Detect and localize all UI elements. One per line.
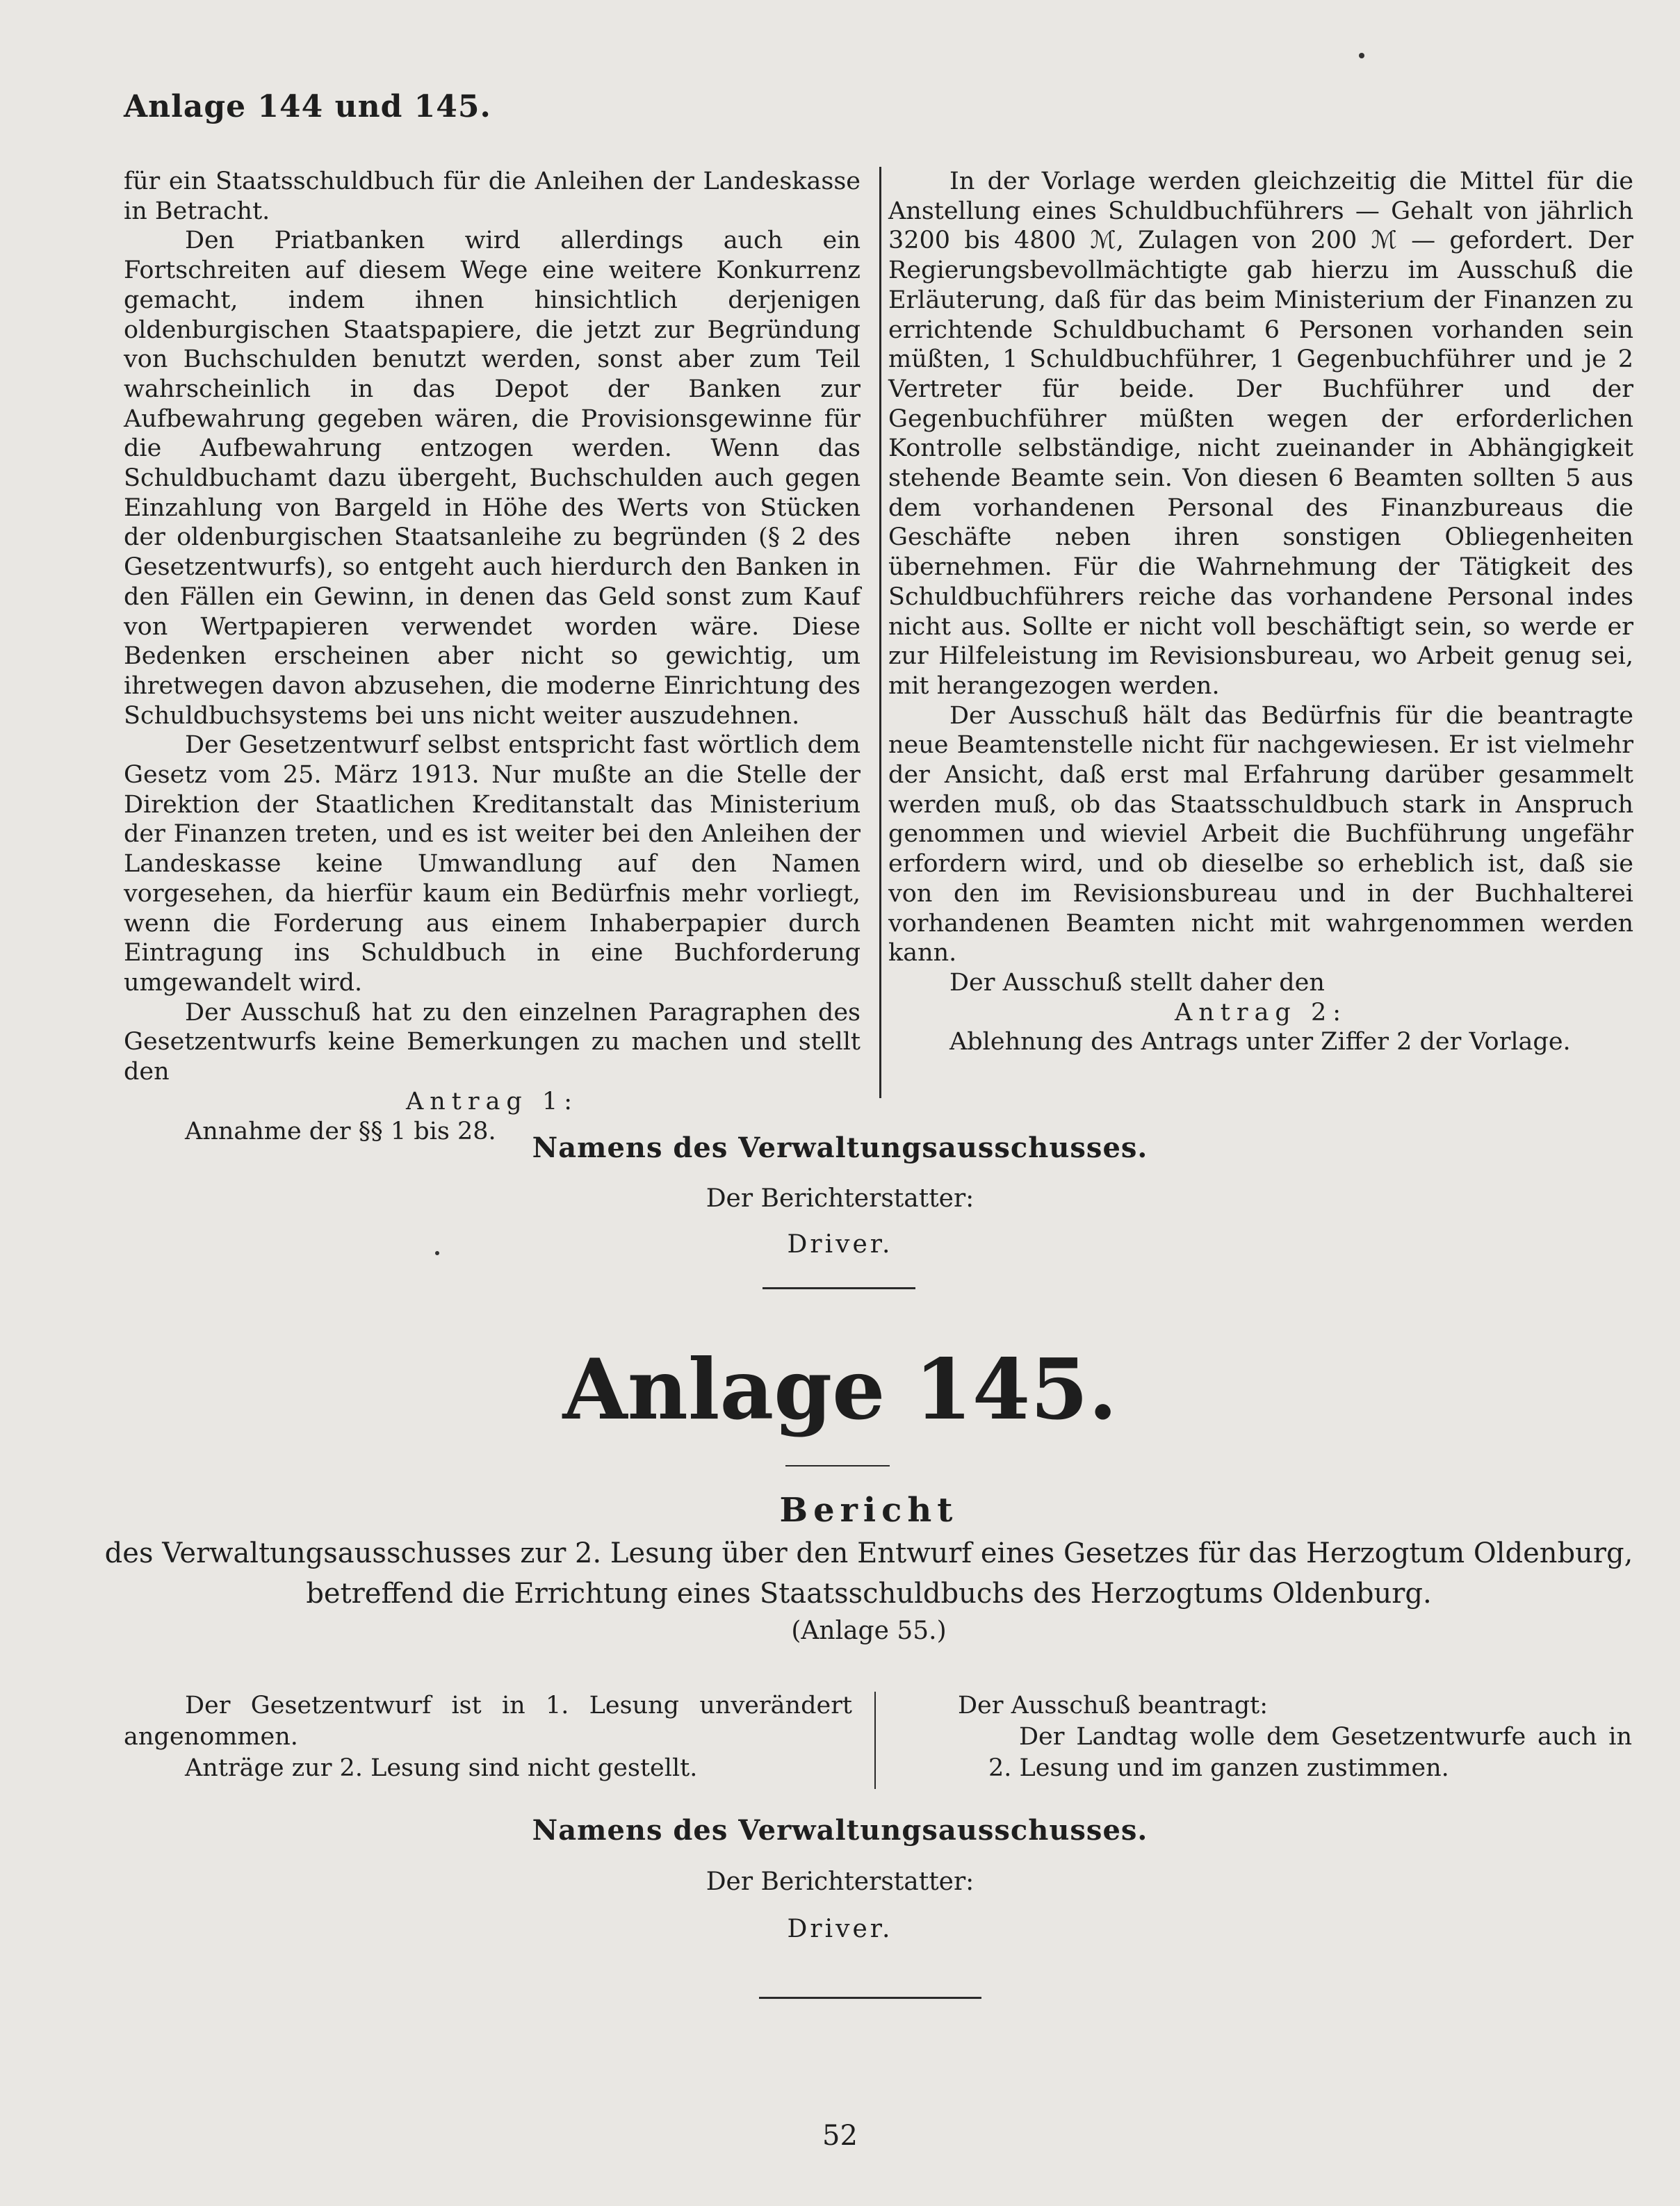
paragraph: Den Priatbanken wird allerdings auch ein Fortschreiten auf diesem Wege eine weitere Konkurrenz gemacht, indem ihnen hinsichtlich derjenigen oldenburgischen Staatspapiere, die jetzt zur Begründung von Buchschulden benutzt werden, sonst aber zum Teil wahrscheinlich in das Depot der Banken zur Aufbewahrung gegeben wären, die Provisionsgewinne für die Aufbewahrung entzogen werden. Wenn das Schuldbuchamt dazu übergeht, Buchschulden auch gegen Einzahlung von Bargeld in Höhe des Werts von Stücken der oldenburgischen Staatsanleihe zu begründen (§ 2 des Gesetzentwurfs), so entgeht auch hierdurch den Banken in den Fällen ein Gewinn, in denen das Geld sonst zum Kauf von Wertpapieren verwendet worden wäre. Diese Bedenken erscheinen aber nicht so gewichtig, um ihretwegen davon abzusehen, die moderne Einrichtung des Schuldbuchsystems bei uns nicht weiter auszudehnen. [124,227,861,730]
report-header [104,1487,1633,1649]
column-divider [874,1692,876,1789]
separator-rule [785,1465,890,1466]
page-number: 52 [822,2120,858,2152]
reporter-role: Der Berichterstatter: [706,1868,974,1896]
paragraph: Anträge zur 2. Lesung sind nicht gestellt. [185,1754,698,1782]
running-head: Anlage 144 und 145. [124,89,491,124]
paragraph: In der Vorlage werden gleichzeitig die Mittel für die Anstellung eines Schuldbuchführers — Gehalt von jährlich 3200 bis 4800 ℳ, Zulagen von 200 ℳ — gefordert. Der Regierungsbevollmächtigte gab hierzu im Ausschuß die Erläuterung, daß für das beim Ministerium der Finanzen zu errichtende Schuldbuchamt 6 Personen vorhanden sein müßten, 1 Schuldbuchführer, 1 Gegenbuchführer und je 2 Vertreter für beide. Der Buchführer und der Gegenbuchführer müßten wegen der erforderlichen Kontrolle selbständige, nicht zueinander in Abhängigkeit stehende Beamte sein. Von diesen 6 Beamten sollten 5 aus dem vorhandenen Personal des Finanzbureaus die Geschäfte neben ihren sonstigen Obliegenheiten übernehmen. Für die Wahrnehmung der Tätigkeit des Schuldbuchführers reiche das vorhandene Personal indes nicht aus. Sollte er nicht voll beschäftigt sein, so werde er zur Hilfeleistung im Revisionsbureau, wo Arbeit genug sei, mit herangezogen werden. [888,168,1633,700]
paragraph: Der Ausschuß hält das Bedürfnis für die beantragte neue Beamtenstelle nicht für nachgewiesen. Er ist vielmehr der Ansicht, daß erst mal Erfahrung darüber gesammelt werden muß, ob das Staatsschuldbuch stark in Anspruch genommen und wieviel Arbeit die Buchführung ungefähr erfordern wird, und ob dieselbe so erheblich ist, daß sie von den im Revisionsbureau und in der Buchhalterei vorhandenen Beamten nicht mit wahrgenommen werden kann. [888,701,1633,967]
signature-block [0,1803,1680,1953]
antrag-text: Ablehnung des Antrags unter Ziffer 2 der Vorlage. [949,1028,1571,1056]
report-right-column [897,1690,1632,1784]
separator-rule [762,1287,915,1289]
report-heading: Bericht [779,1491,959,1530]
paragraph: Der Gesetzentwurf ist in 1. Lesung unverändert angenommen. [124,1692,852,1751]
committee-name: Namens des Verwaltungsausschusses. [532,1814,1148,1847]
paragraph: Der Gesetzentwurf selbst entspricht fast wörtlich dem Gesetz vom 25. März 1913. Nur mußte an die Stelle der Direktion der Staatlichen Kreditanstalt das Ministerium der Finanzen treten, und es ist weiter bei den Anleihen der Landeskasse keine Umwandlung auf den Namen vorgesehen, da hierfür kaum ein Bedürfnis mehr vorliegt, wenn die Forderung aus einem Inhaberpapier durch Eintragung ins Schuldbuch in eine Buchforderung umgewandelt wird. [124,731,861,997]
antrag-heading: Antrag 2: [1174,998,1348,1027]
paragraph: Der Landtag wolle dem Gesetzentwurfe auch in 2. Lesung und im ganzen zustimmen. [988,1723,1632,1782]
paragraph: Der Ausschuß beantragt: [958,1692,1269,1719]
column-divider [879,167,881,1098]
separator-rule [759,1997,981,1999]
left-column [124,167,861,1146]
antrag-heading: Antrag 1: [405,1087,579,1116]
report-left-column [124,1690,852,1784]
scan-speck [1359,53,1364,58]
reporter-role: Der Berichterstatter: [706,1184,974,1213]
reporter-name: Driver. [787,1230,893,1259]
report-reference: (Anlage 55.) [791,1617,947,1645]
right-column [888,167,1633,1057]
reporter-name: Driver. [787,1915,893,1943]
signature-block [0,1120,1680,1268]
report-subtitle: betreffend die Errichtung eines Staatsschuldbuchs des Herzogtums Oldenburg. [306,1578,1432,1610]
paragraph: Der Ausschuß hat zu den einzelnen Paragraphen des Gesetzentwurfs keine Bemerkungen zu machen und stellt den [124,998,861,1086]
antrag-text: Annahme der §§ 1 bis 28. [185,1117,496,1145]
page-title: Anlage 145. [562,1341,1118,1439]
committee-name: Namens des Verwaltungsausschusses. [532,1131,1148,1164]
paragraph: Der Ausschuß stellt daher den [949,968,1325,997]
report-subtitle: des Verwaltungsausschusses zur 2. Lesung über den Entwurf eines Gesetzes für das Herzogtum Oldenburg, [104,1537,1633,1569]
paragraph: für ein Staatsschuldbuch für die Anleihen der Landeskasse in Betracht. [124,168,861,225]
